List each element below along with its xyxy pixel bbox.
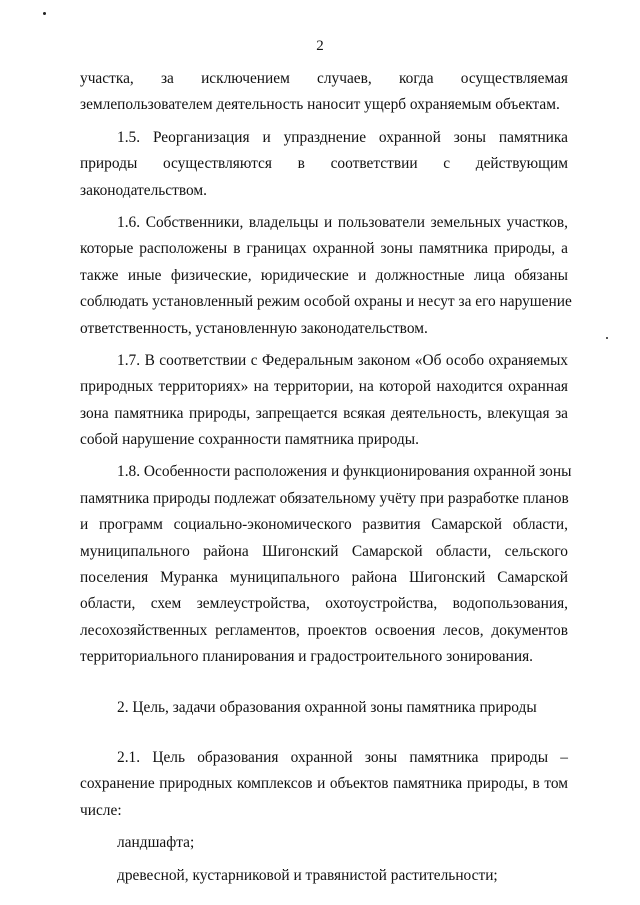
scan-speck <box>606 337 608 339</box>
list-item <box>80 863 568 889</box>
text-line: муниципального района Шигонский Самарской области, сельского <box>80 542 568 560</box>
text-line: которые расположены в границах охранной зоны памятника природы, а <box>80 240 568 258</box>
scan-speck <box>43 12 46 15</box>
text-line: и программ социально-экономического развития Самарской области, <box>80 516 568 534</box>
text-line: соблюдать установленный режим особой охраны и несут за его нарушение <box>80 293 572 311</box>
paragraph-2-1 <box>80 745 568 824</box>
paragraph-1 <box>80 66 568 119</box>
text-line: 2.1. Цель образования охранной зоны памятника природы – <box>117 748 568 766</box>
text-line: природы осуществляются в соответствии с действующим <box>80 155 568 173</box>
section-heading-text: 2. Цель, задачи образования охранной зоны памятника природы <box>117 698 537 716</box>
text-line: законодательством. <box>80 181 208 199</box>
paragraph-1-5 <box>80 125 568 204</box>
page-number: 2 <box>316 38 324 54</box>
paragraph-1-6 <box>80 210 572 342</box>
paragraph-1-8 <box>80 459 572 670</box>
text-line: области, схем землеустройства, охотоустройства, водопользования, <box>80 595 568 613</box>
text-line: древесной, кустарниковой и травянистой растительности; <box>117 866 498 884</box>
document-body <box>80 66 572 889</box>
list-item <box>80 830 568 856</box>
text-line: также иные физические, юридические и должностные лица обязаны <box>80 266 568 284</box>
text-line: землепользователем деятельность наносит ущерб охраняемым объектам. <box>80 96 560 114</box>
text-line: участка, за исключением случаев, когда осуществляемая <box>80 70 568 87</box>
text-line: природных территориях» на территории, на которой находится охранная <box>80 378 568 396</box>
text-line: 1.5. Реорганизация и упразднение охранной зоны памятника <box>117 128 568 146</box>
text-line: числе: <box>80 801 122 819</box>
text-line: ландшафта; <box>117 834 195 852</box>
text-line: 1.6. Собственники, владельцы и пользователи земельных участков, <box>117 213 568 231</box>
text-line: собой нарушение сохранности памятника природы. <box>80 431 419 449</box>
text-line: памятника природы подлежат обязательному учёту при разработке планов <box>80 489 569 507</box>
section-heading <box>80 695 568 721</box>
text-line: сохранение природных комплексов и объектов памятника природы, в том <box>80 775 568 793</box>
text-line: лесохозяйственных регламентов, проектов освоения лесов, документов <box>80 621 568 639</box>
text-line: зона памятника природы, запрещается всякая деятельность, влекущая за <box>80 404 568 422</box>
text-line: территориального планирования и градостроительного зонирования. <box>80 648 534 666</box>
text-line: поселения Муранка муниципального района Шигонский Самарской <box>80 569 568 587</box>
text-line: ответственность, установленную законодательством. <box>80 319 428 337</box>
paragraph-1-7 <box>80 348 568 454</box>
text-line: 1.7. В соответствии с Федеральным законом «Об особо охраняемых <box>117 351 568 369</box>
text-line: 1.8. Особенности расположения и функционирования охранной зоны <box>117 463 572 481</box>
